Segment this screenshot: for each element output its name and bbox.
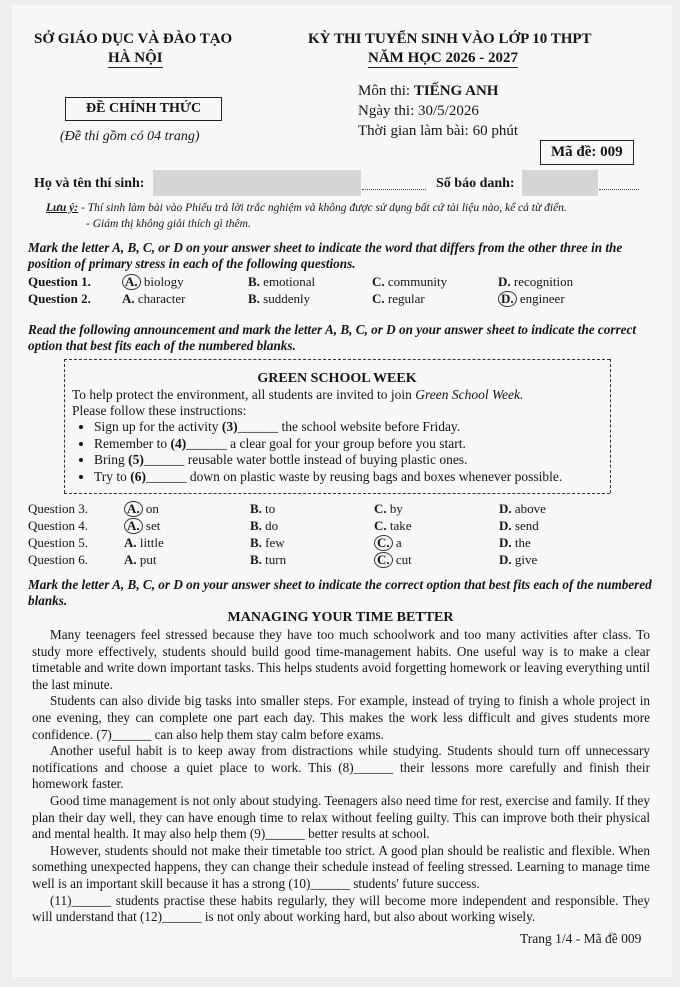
q4-option-b: B. do — [250, 518, 279, 533]
q3-option-c: C. by — [374, 501, 403, 516]
q2-option-d: D. engineer — [498, 291, 565, 307]
exam-page — [12, 5, 672, 977]
question-4-label: Question 4. — [28, 518, 88, 533]
instruction-item-4: • Remember to (4)______ a clear goal for your group before you start. — [94, 436, 562, 453]
passage-paragraph-6: (11)______ students practise these habits regularly, they will become more independent and responsible. They will understand that (12)______ is not only about working hard, but also about working wisely. — [32, 892, 650, 925]
q3-option-d: D. above — [499, 501, 546, 516]
q4-option-c: C. take — [374, 518, 412, 533]
page-footer: Trang 1/4 - Mã đề 009 — [520, 931, 642, 946]
announcement-title: GREEN SCHOOL WEEK — [257, 371, 417, 386]
announcement-border-right — [610, 359, 611, 493]
candidate-id-label: Số báo danh: — [436, 176, 515, 191]
q2-option-c: C. regular — [372, 291, 425, 306]
q5-option-b: B. few — [250, 535, 285, 550]
q6-option-c: C. cut — [374, 552, 412, 568]
question-1-label: Question 1. — [28, 274, 91, 289]
section1-instruction: Mark the letter A, B, C, or D on your answer sheet to indicate the word that differs from the other three in the position of primary stress in each of the following questions. — [28, 240, 623, 271]
official-exam-box: ĐỀ CHÍNH THỨC — [65, 97, 222, 121]
passage-paragraph-5: However, students should not make their timetable too strict. A good plan should be realistic and flexible. When something unexpected happens, they can change their schedule instead of feeling stressed. Learning to manage time well is an important skill because it has a strong (10)______ students' future success. — [32, 842, 650, 891]
candidate-name-dotline — [362, 179, 426, 190]
q6-option-b: B. turn — [250, 552, 287, 567]
passage-paragraph-1: Many teenagers feel stressed because they have too much schoolwork and too many activities after class. To study more effectively, students should build good time-management habits. One useful way is to make a clear timetable and write down important tasks. This helps students avoid forgetting homework or leaving everything until the last minute. — [32, 627, 650, 692]
announcement-list — [72, 419, 562, 485]
exam-date: Ngày thi: 30/5/2026 — [358, 103, 479, 119]
question-3-label: Question 3. — [28, 501, 88, 516]
notes-text1: - Thí sinh làm bài vào Phiếu trả lời trắc nghiệm và không được sử dụng bất cứ tài liệu nào, kể cả từ điển. — [81, 202, 567, 214]
candidate-id-dotline — [599, 179, 639, 190]
section3-instruction: Mark the letter A, B, C, or D on your answer sheet to indicate the correct option that best fits each of the numbered blanks. — [28, 577, 652, 608]
notes-line1 — [46, 202, 567, 214]
passage-title: MANAGING YOUR TIME BETTER — [227, 610, 454, 625]
q1-option-a: A. biology — [122, 274, 184, 290]
passage-paragraph-4: Good time management is not only about studying. Teenagers also need time for rest, exercise and family. If they plan their day well, they can have enough time to relax without feeling guilty. This can improve both their physical and mental health. It may also help them (9)______ better results at school. — [32, 792, 650, 842]
q5-option-c: C. a — [374, 535, 402, 551]
q2-option-b: B. suddenly — [248, 291, 311, 306]
exam-title: KỲ THI TUYỂN SINH VÀO LỚP 10 THPT — [308, 31, 592, 47]
pages-note: (Đề thi gồm có 04 trang) — [60, 129, 200, 144]
instruction-item-3: • Sign up for the activity (3)______ the school website before Friday. — [94, 419, 562, 436]
passage-paragraph-3: Another useful habit is to keep away from distractions while studying. Students should turn off unnecessary notifications and choose a quiet place to work. This (8)______ their lessons more carefully and finish their homework faster. — [32, 743, 650, 792]
notes-label: Lưu ý: — [46, 202, 79, 214]
announcement-border-top — [64, 359, 610, 360]
candidate-id-redacted — [522, 170, 598, 196]
school-year: NĂM HỌC 2026 - 2027 — [368, 50, 518, 66]
candidate-name-label: Họ và tên thí sinh: — [34, 176, 145, 191]
q4-option-a: A. set — [124, 518, 160, 534]
q1-option-c: C. community — [372, 274, 448, 289]
announcement-intro: To help protect the environment, all students are invited to join Green School Week. — [72, 387, 524, 402]
q2-option-a: A. character — [122, 291, 186, 306]
passage-body — [32, 627, 650, 926]
q4-option-d: D. send — [499, 518, 539, 533]
q1-option-b: B. emotional — [248, 274, 316, 289]
question-6-label: Question 6. — [28, 552, 88, 567]
q5-option-a: A. little — [124, 535, 164, 550]
department-name: SỞ GIÁO DỤC VÀ ĐÀO TẠO — [34, 31, 233, 47]
instruction-item-5: • Bring (5)______ reusable water bottle instead of buying plastic ones. — [94, 452, 562, 469]
q3-option-a: A. on — [124, 501, 159, 517]
subject-name: TIẾNG ANH — [413, 83, 499, 99]
q5-option-d: D. the — [499, 535, 531, 550]
city-name: HÀ NỘI — [108, 50, 163, 66]
candidate-name-redacted — [153, 170, 361, 196]
q3-option-b: B. to — [250, 501, 276, 516]
question-2-label: Question 2. — [28, 291, 91, 306]
exam-duration: Thời gian làm bài: 60 phút — [358, 123, 518, 139]
passage-paragraph-2: Students can also divide big tasks into smaller steps. For example, instead of trying to finish a whole project in one evening, they can complete one part each day. This makes the work less difficult and gives students more confidence. (7)______ can also help them stay calm before exams. — [32, 693, 650, 742]
announcement-follow: Please follow these instructions: — [72, 403, 247, 418]
exam-code-box: Mã đề: 009 — [540, 140, 634, 165]
subject-line — [358, 83, 498, 100]
question-2-row — [28, 291, 91, 307]
question-5-label: Question 5. — [28, 535, 88, 550]
question-1-row — [28, 274, 91, 290]
q1-option-d: D. recognition — [498, 274, 574, 289]
q6-option-a: A. put — [124, 552, 157, 567]
subject-label: Môn thi: — [358, 83, 414, 99]
announcement-border-bottom — [64, 493, 610, 494]
section2-instruction: Read the following announcement and mark the letter A, B, C, or D on your answer sheet to indicate the correct option that best fits each of the numbered blanks. — [28, 322, 637, 353]
q6-option-d: D. give — [499, 552, 538, 567]
instruction-item-6: • Try to (6)______ down on plastic waste by reusing bags and boxes whenever possible. — [94, 469, 562, 486]
notes-line2: - Giám thị không giải thích gì thêm. — [86, 218, 251, 230]
